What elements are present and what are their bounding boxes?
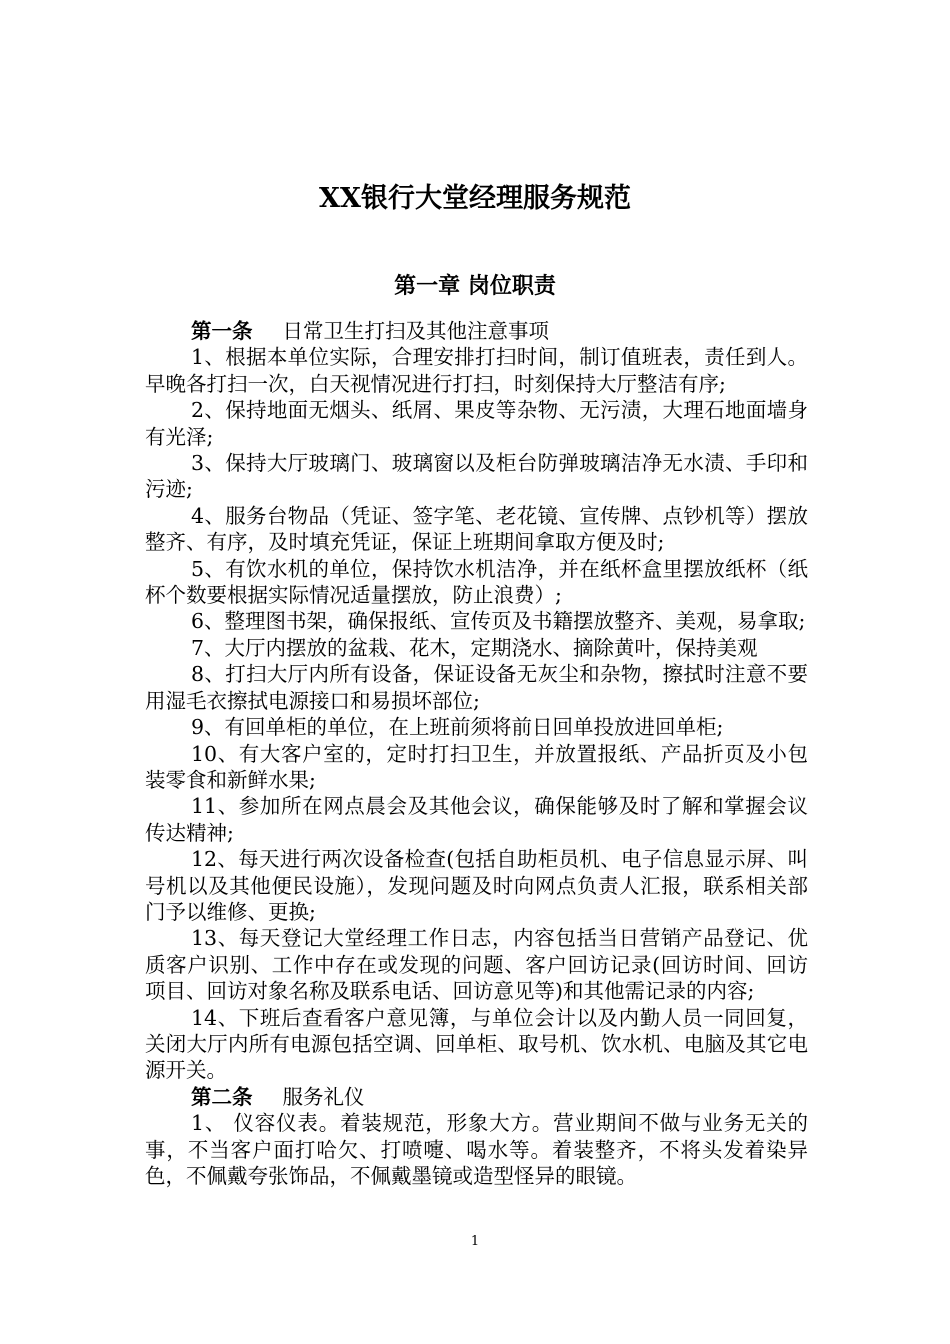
list-item: 8、打扫大厅内所有设备，保证设备无灰尘和杂物，擦拭时注意不要用湿毛衣擦拭电源接口和易损坏部位;: [145, 662, 808, 713]
list-item: 2、保持地面无烟头、纸屑、果皮等杂物、无污渍，大理石地面墙身有光泽;: [145, 398, 808, 449]
list-item: 1、根据本单位实际，合理安排打扫时间，制订值班表，责任到人。早晚各打扫一次，白天视情况进行打扫，时刻保持大厅整洁有序;: [145, 345, 808, 396]
page-number: 1: [470, 1234, 480, 1249]
article-title-1: 日常卫生打扫及其他注意事项: [282, 319, 549, 343]
list-item: 9、有回单柜的单位，在上班前须将前日回单投放进回单柜;: [191, 715, 724, 740]
list-item: 12、每天进行两次设备检查(包括自助柜员机、电子信息显示屏、叫号机以及其他便民设施），发现问题及时向网点负责人汇报，联系相关部门予以维修、更换;: [145, 847, 808, 924]
article-title-2: 服务礼仪: [282, 1084, 365, 1109]
chapter-title: 第一章 岗位职责: [394, 273, 556, 299]
list-item: 5、有饮水机的单位，保持饮水机洁净，并在纸杯盒里摆放纸杯（纸杯个数要根据实际情况适量摆放，防止浪费）;: [145, 556, 808, 608]
list-item: 1、 仪容仪表。着装规范，形象大方。营业期间不做与业务无关的事，不当客户面打哈欠、打喷嚏、喝水等。着装整齐，不将头发着染异色，不佩戴夸张饰品，不佩戴墨镜或造型怪异的眼镜。: [145, 1111, 808, 1188]
list-item: 14、下班后查看客户意见簿，与单位会计以及内勤人员一同回复，关闭大厅内所有电源包括空调、回单柜、取号机、饮水机、电脑及其它电源开关。: [145, 1005, 808, 1083]
list-item: 3、保持大厅玻璃门、玻璃窗以及柜台防弹玻璃洁净无水渍、手印和污迹;: [145, 451, 808, 502]
list-item: 7、大厅内摆放的盆栽、花木，定期浇水、摘除黄叶，保持美观: [191, 635, 758, 660]
list-item: 11、参加所在网点晨会及其他会议，确保能够及时了解和掌握会议传达精神;: [145, 794, 808, 845]
list-item: 10、有大客户室的，定时打扫卫生，并放置报纸、产品折页及小包装零食和新鲜水果;: [145, 741, 808, 792]
document-title: XX银行大堂经理服务规范: [319, 183, 631, 214]
list-item: 6、整理图书架，确保报纸、宣传页及书籍摆放整齐、美观，易拿取;: [191, 609, 806, 634]
list-item: 4、服务台物品（凭证、签字笔、老花镜、宣传牌、点钞机等）摆放整齐、有序，及时填充凭证，保证上班期间拿取方便及时;: [145, 503, 808, 555]
article-heading-2: [145, 1084, 808, 1110]
article-label-2: 第二条: [191, 1084, 253, 1109]
article-label-1: 第一条: [191, 319, 253, 343]
article-heading-1: [145, 318, 808, 344]
document-body: [145, 318, 808, 1189]
list-item: 13、每天登记大堂经理工作日志，内容包括当日营销产品登记、优质客户识别、工作中存在或发现的问题、客户回访记录(回访时间、回访项目、回访对象名称及联系电话、回访意见等)和其他需记录的内容;: [145, 926, 808, 1004]
